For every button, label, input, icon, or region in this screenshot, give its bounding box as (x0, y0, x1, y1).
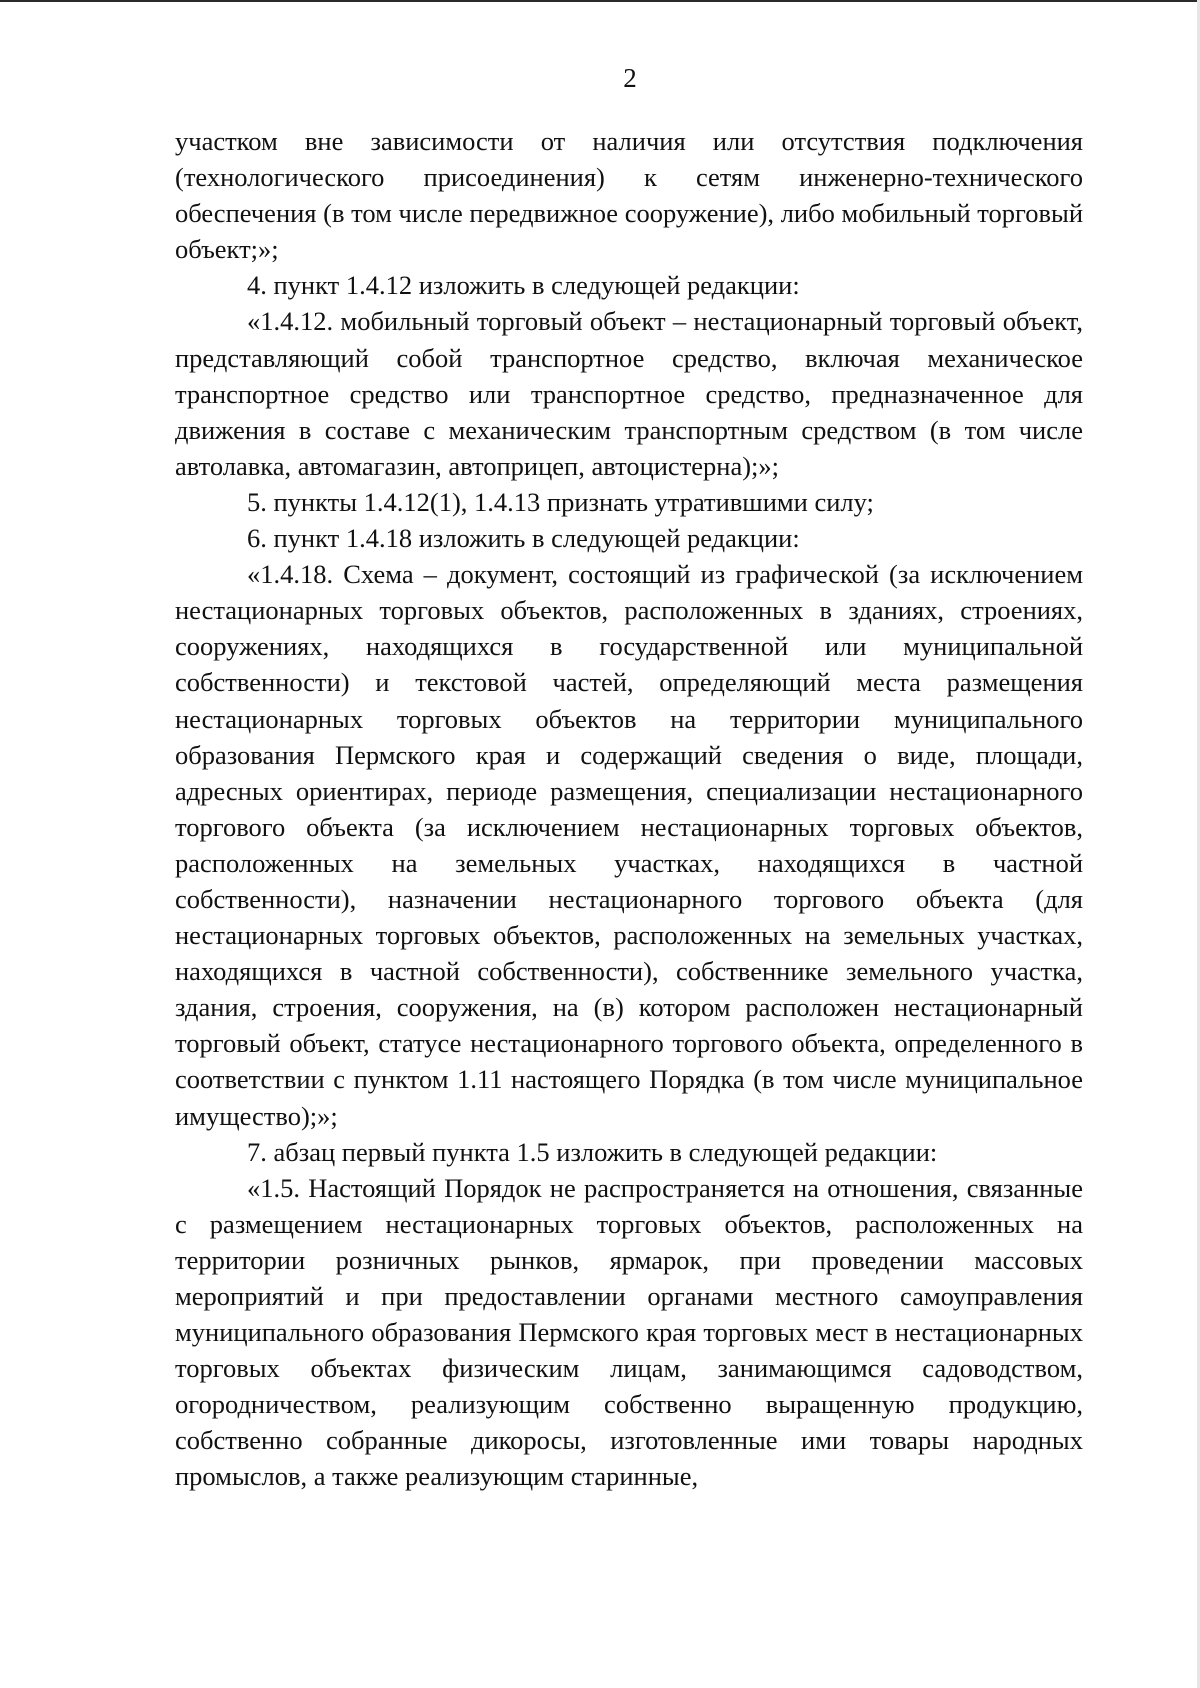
paragraph-item-6: 6. пункт 1.4.18 изложить в следующей редакции: (247, 523, 800, 554)
paragraph-item-4: 4. пункт 1.4.12 изложить в следующей редакции: (247, 270, 800, 301)
paragraph-clause-1-4-12: «1.4.12. мобильный торговый объект – нестационарный торговый объект, представляющий собой транспортное средство, включая механическое транспортное средство или транспортное средство, предназначенное для движения в составе с механическим транспортным средством (в том числе автолавка, автомагазин, автоприцеп, автоцистерна);»; (175, 306, 1083, 481)
paragraph-clause-1-4-18: «1.4.18. Схема – документ, состоящий из графической (за исключением нестационарных торговых объектов, расположенных в зданиях, строениях, сооружениях, находящихся в государственной или муниципальной собственности) и текстовой частей, определяющий места размещения нестационарных торговых объектов на территории муниципального образования Пермского края и содержащий сведения о виде, площади, адресных ориентирах, периоде размещения, специализации нестационарного торгового объекта (за исключением нестационарных торговых объектов, расположенных на земельных участках, находящихся в частной собственности), назначении нестационарного торгового объекта (для нестационарных торговых объектов, расположенных на земельных участках, находящихся в частной собственности), собственнике земельного участка, здания, строения, сооружения, на (в) котором расположен нестационарный торговый объект, статусе нестационарного торгового объекта, определенного в соответствии с пунктом 1.11 настоящего Порядка (в том числе муниципальное имущество);»; (175, 559, 1083, 1131)
scan-edge-top (0, 0, 1200, 2)
document-body (175, 123, 1083, 1495)
paragraph-clause-1-5: «1.5. Настоящий Порядок не распространяется на отношения, связанные с размещением нестационарных торговых объектов, расположенных на территории розничных рынков, ярмарок, при проведении массовых мероприятий и при предоставлении органами местного самоуправления муниципального образования Пермского края торговых мест в нестационарных торговых объектах физическим лицам, занимающимся садоводством, огородничеством, реализующим собственно выращенную продукцию, собственно собранные дикоросы, изготовленные ими товары народных промыслов, а также реализующим старинные, (175, 1172, 1083, 1492)
paragraph-continuation: участком вне зависимости от наличия или отсутствия подключения (технологического присоединения) к сетям инженерно-технического обеспечения (в том числе передвижное сооружение), либо мобильный торговый объект;»; (175, 126, 1083, 265)
paragraph-item-7: 7. абзац первый пункта 1.5 изложить в следующей редакции: (247, 1136, 938, 1167)
paragraph-item-5: 5. пункты 1.4.12(1), 1.4.13 признать утратившими силу; (247, 486, 874, 517)
page-number: 2 (623, 63, 637, 93)
